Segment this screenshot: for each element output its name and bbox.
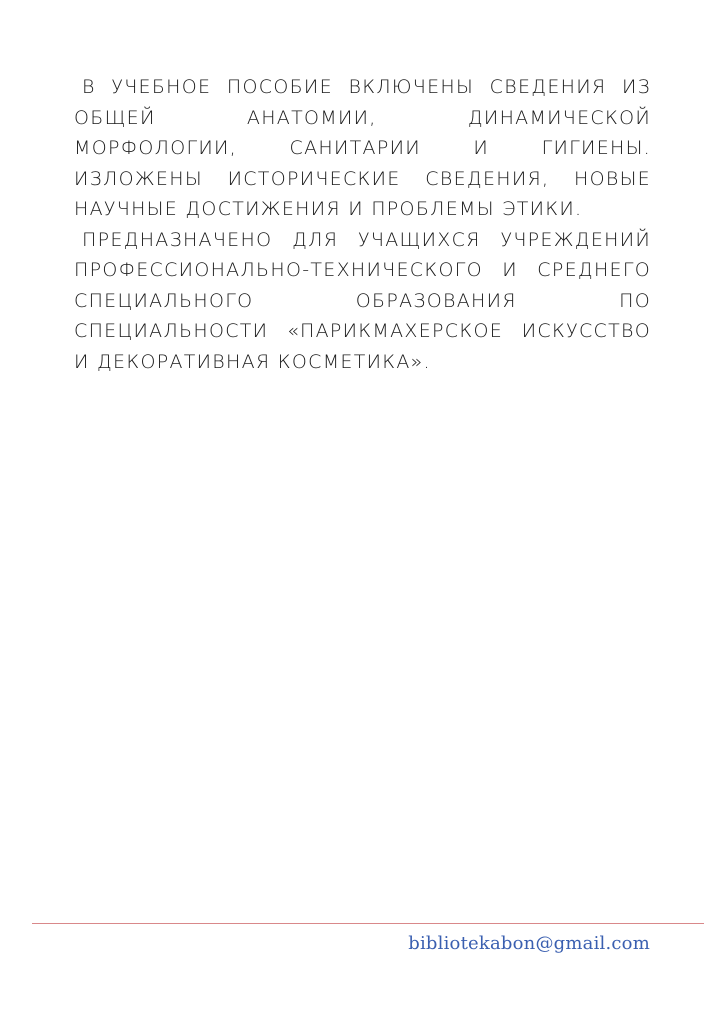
abstract-paragraph-1: В УЧЕБНОЕ ПОСОБИЕ ВКЛЮЧЕНЫ СВЕДЕНИЯ ИЗ ОБЩЕЙ АНАТОМИИ, ДИНАМИЧЕСКОЙ МОРФОЛОГИИ, САНИТАРИИ И ГИГИЕНЫ. ИЗЛОЖЕНЫ ИСТОРИЧЕСКИЕ СВЕДЕНИЯ, НОВЫЕ НАУЧНЫЕ ДОСТИЖЕНИЯ И ПРОБЛЕМЫ ЭТИКИ.	[74, 76, 651, 220]
abstract-paragraph-2: ПРЕДНАЗНАЧЕНО ДЛЯ УЧАЩИХСЯ УЧРЕЖДЕНИЙ ПРОФЕССИОНАЛЬНО-ТЕХНИЧЕСКОГО И СРЕДНЕГО СПЕЦИАЛЬНОГО ОБРАЗОВАНИЯ ПО СПЕЦИАЛЬНОСТИ «ПАРИКМАХЕРСКОЕ ИСКУССТВО И ДЕКОРАТИВНАЯ КОСМЕТИКА».	[74, 228, 651, 373]
footer-divider	[32, 923, 704, 924]
abstract-text	[74, 72, 651, 377]
footer-email-link[interactable]: bibliotekabon@gmail.com	[408, 933, 650, 954]
